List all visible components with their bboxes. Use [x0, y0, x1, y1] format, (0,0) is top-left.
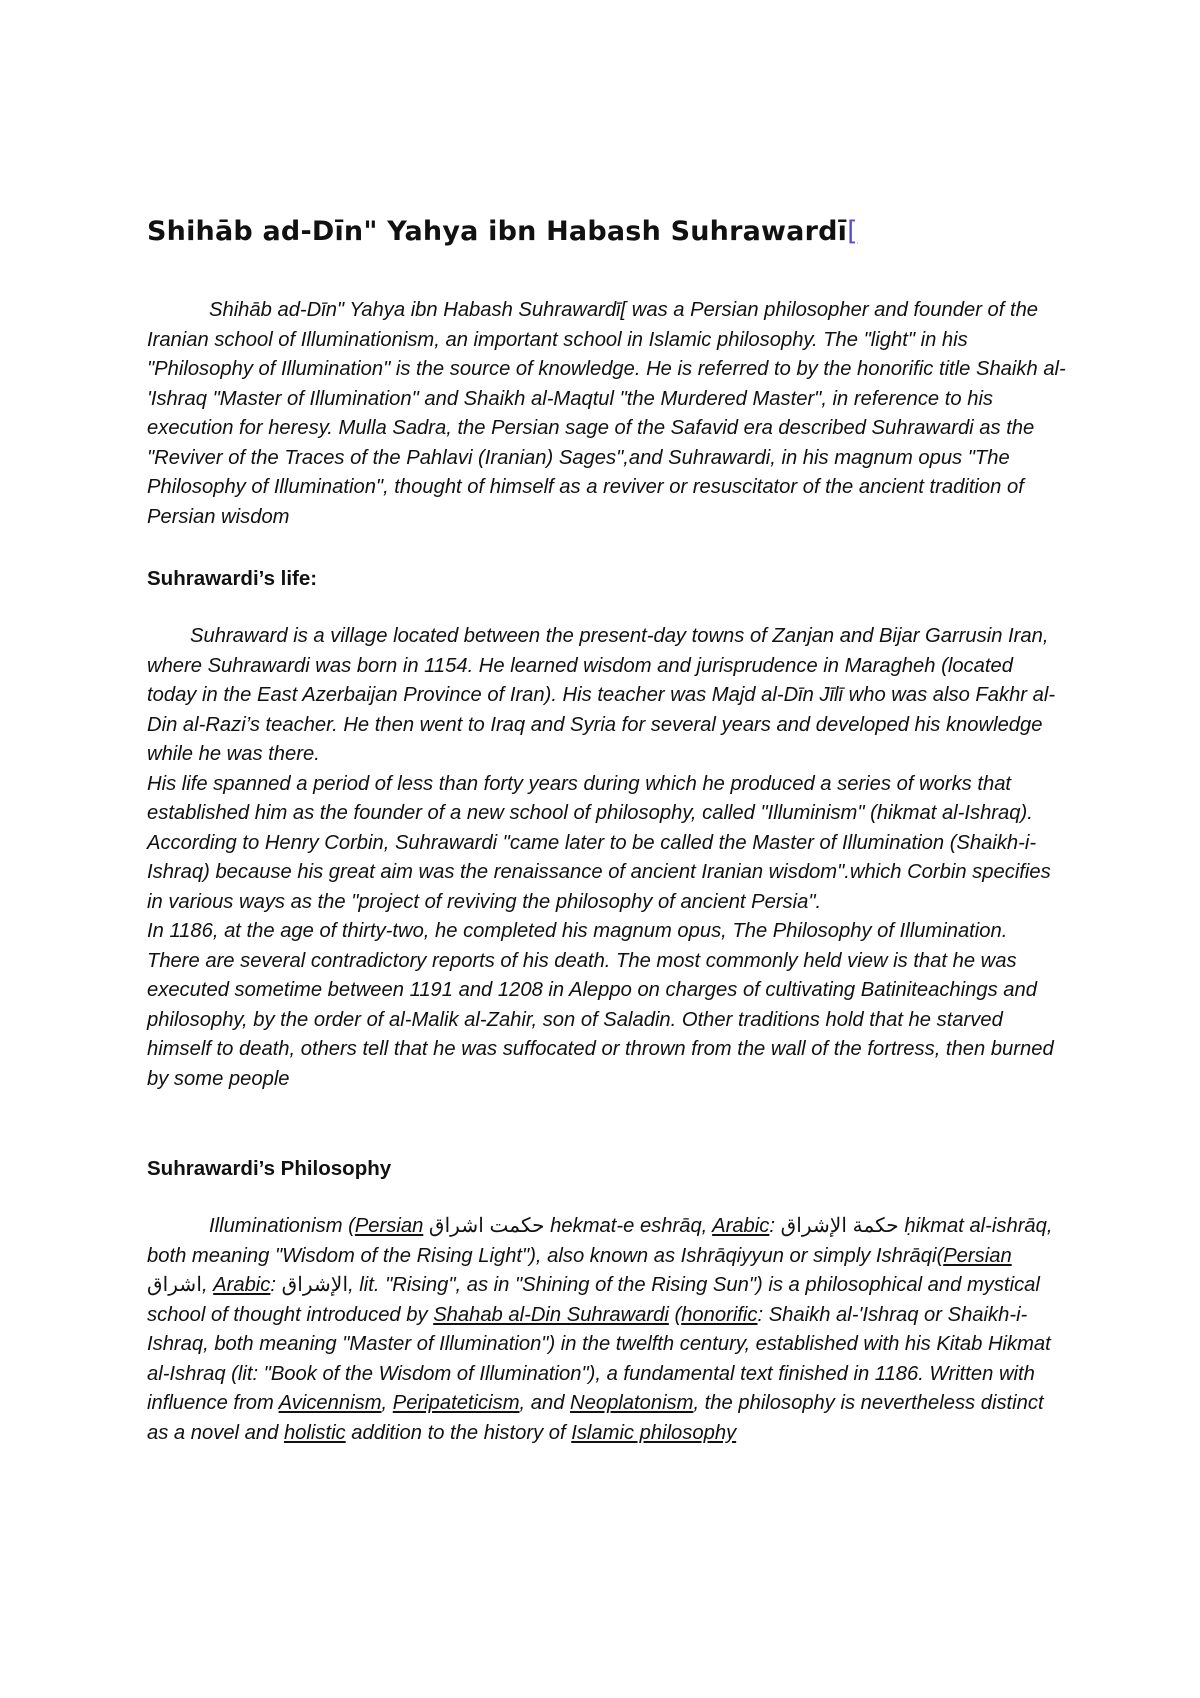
life-paragraph-works: His life spanned a period of less than forty years during which he produced a series of works that established him as the founder of a new school of philosophy, called "Illuminism" (hikmat al-Ishraq). According to Henry Corbin, Suhrawardi "came later to be called the Master of Illumination (Shaikh-i-Ishraq) because his great aim was the renaissance of ancient Iranian wisdom".which Corbin specifies in various ways as the "project of reviving the philosophy of ancient Persia". — [147, 772, 1051, 913]
title-text: Shihāb ad-Dīn" Yahya ibn Habash Suhrawardī — [147, 216, 848, 247]
arabic-script-text: حكمة الإشراق — [780, 1215, 899, 1237]
text-run: Illuminationism ( — [209, 1215, 355, 1237]
arabic-script-text: اشراق — [147, 1274, 202, 1296]
text-run: : — [769, 1215, 781, 1237]
text-run: , the philosophy is nevertheless distinct as a novel and — [147, 1392, 1044, 1444]
text-run: ḥikmat al-ishrāq, both meaning "Wisdom of the Rising Light"), also known as Ishrāqiyyun or simply Ishrāqi( — [147, 1215, 1053, 1267]
link-arabic[interactable]: Arabic — [213, 1274, 271, 1296]
arabic-script-text: الإشراق — [281, 1274, 349, 1296]
link-persian[interactable]: Persian — [354, 1215, 424, 1237]
philosophy-paragraph — [147, 1212, 1067, 1448]
life-heading: Suhrawardi’s life: — [147, 567, 318, 590]
title-footnote-link[interactable]: [ — [847, 216, 858, 247]
intro-paragraph — [147, 296, 1067, 532]
document-content — [147, 212, 1067, 1448]
text-run: hekmat-e eshrāq, — [544, 1215, 713, 1237]
text-run: , lit. "Rising", as in "Shining of the Rising Sun") is a philosophical and mystical school of thought introduced by — [147, 1274, 1040, 1326]
link-islamic-philosophy[interactable]: Islamic philosophy — [571, 1421, 737, 1444]
text-run: , — [201, 1274, 214, 1296]
text-run: addition to the history of — [345, 1421, 572, 1444]
text-run: : Shaikh al-'Ishraq or Shaikh-i-Ishraq, both meaning "Master of Illumination") in the twelfth century, established with his Kitab Hikmat al-Ishraq (lit: "Book of the Wisdom of Illumination"), a fundamental text finished in 1186. Written with influence from — [147, 1303, 1051, 1414]
link-neoplatonism[interactable]: Neoplatonism — [570, 1392, 694, 1414]
life-paragraph-birth: Suhraward is a village located between the present-day towns of Zanjan and Bijar Garrusin Iran, where Suhrawardi was born in 1154. He learned wisdom and jurisprudence in Maragheh (located today in the East Azerbaijan Province of Iran). His teacher was Majd al-Dīn Jīlī who was also Fakhr al-Din al-Razi’s teacher. He then went to Iraq and Syria for several years and developed his knowledge while he was there. — [147, 625, 1056, 765]
intro-text: was a Persian philosopher and founder of the Iranian school of Illuminationism, an important school in Islamic philosophy. The "light" in his "Philosophy of Illumination" is the source of knowledge. He is referred to by the honorific title Shaikh al-'Ishraq "Master of Illumination" and Shaikh al-Maqtul "the Murdered Master", in reference to his execution for heresy. Mulla Sadra, the Persian sage of the Safavid era described Suhrawardi as the "Reviver of the Traces of the Pahlavi (Iranian) Sages",and Suhrawardi, in his magnum opus "The Philosophy of Illumination", thought of himself as a reviver or resuscitator of the ancient tradition of Persian wisdom — [147, 299, 1066, 528]
link-peripateticism[interactable]: Peripateticism — [392, 1392, 520, 1414]
link-arabic[interactable]: Arabic — [712, 1215, 770, 1237]
document-title — [147, 212, 1067, 252]
text-run: : — [270, 1274, 282, 1296]
link-honorific[interactable]: honorific — [681, 1303, 758, 1326]
text-run: , — [381, 1392, 393, 1414]
philosophy-heading: Suhrawardi’s Philosophy — [147, 1157, 392, 1180]
arabic-script-text: حکمت اشراق — [428, 1215, 545, 1237]
life-paragraph-death: There are several contradictory reports of his death. The most commonly held view is that he was executed sometime between 1191 and 1208 in Aleppo on charges of cultivating Batiniteachings and philosophy, by the order of al-Malik al-Zahir, son of Saladin. Other traditions hold that he starved himself to death, others tell that he was suffocated or thrown from the wall of the fortress, then burned by some people — [147, 949, 1054, 1090]
link-shahab-al-din-suhrawardi[interactable]: Shahab al-Din Suhrawardi — [433, 1303, 669, 1326]
intro-subject: Shihāb ad-Dīn" Yahya ibn Habash Suhrawardī[ — [209, 299, 627, 321]
life-paragraph-magnum-opus: In 1186, at the age of thirty-two, he completed his magnum opus, The Philosophy of Illumination. — [147, 920, 1008, 942]
text-run: , and — [519, 1392, 571, 1414]
link-persian[interactable]: Persian — [943, 1244, 1012, 1267]
link-holistic[interactable]: holistic — [283, 1421, 346, 1444]
link-avicennism[interactable]: Avicennism — [278, 1392, 382, 1414]
text-run: ( — [668, 1303, 682, 1326]
